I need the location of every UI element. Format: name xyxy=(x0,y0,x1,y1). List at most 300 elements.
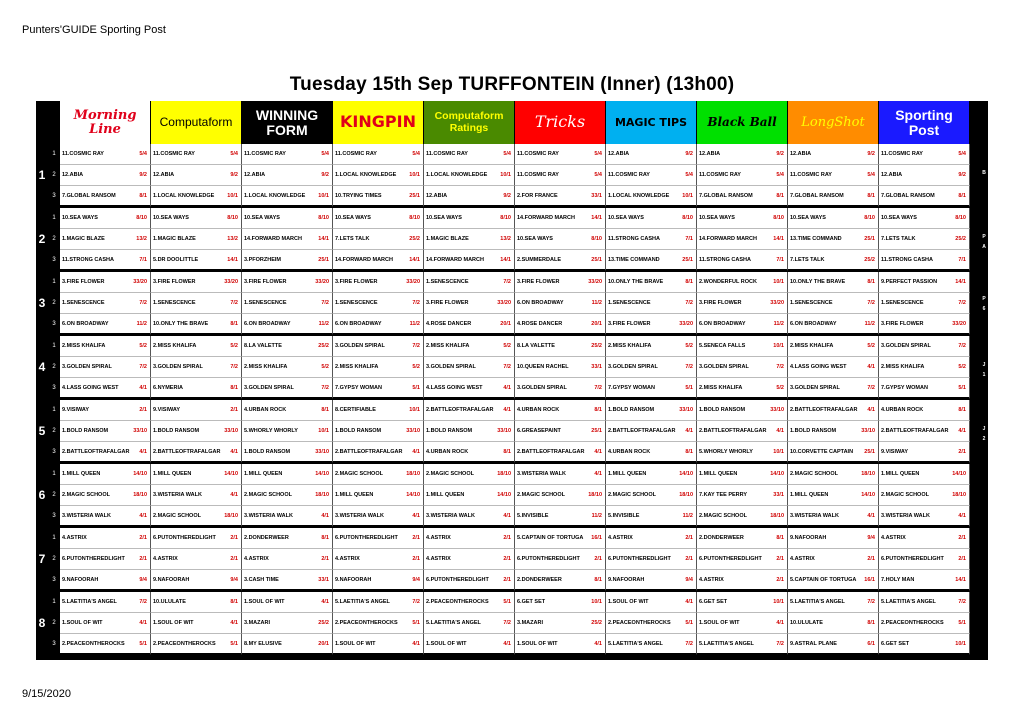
horse-name: 2.BATTLEOFTRAFALGAR xyxy=(335,449,403,455)
tip-cell xyxy=(333,378,424,399)
tip-cell xyxy=(60,421,151,442)
horse-name: 11.COSMIC RAY xyxy=(699,172,741,178)
odds: 11/2 xyxy=(591,513,602,519)
odds: 33/10 xyxy=(315,449,329,455)
odds: 33/10 xyxy=(224,428,238,434)
horse-name: 14.FORWARD MARCH xyxy=(426,257,484,263)
odds: 4/1 xyxy=(685,428,693,434)
tip-cell xyxy=(606,165,697,186)
horse-name: 6.NYMERIA xyxy=(153,385,183,391)
odds: 4/1 xyxy=(230,620,238,626)
horse-name: 11.COSMIC RAY xyxy=(608,172,650,178)
tip-cell xyxy=(333,144,424,165)
tip-cell xyxy=(697,442,788,463)
tip-cell xyxy=(151,357,242,378)
odds: 20/1 xyxy=(318,641,329,647)
odds: 14/10 xyxy=(315,471,329,477)
tip-cell xyxy=(879,208,970,229)
odds: 2/1 xyxy=(958,449,966,455)
odds: 25/1 xyxy=(591,428,602,434)
odds: 10/1 xyxy=(773,449,784,455)
tip-cell xyxy=(606,570,697,591)
tip-cell xyxy=(424,186,515,207)
horse-name: 12.ABIA xyxy=(699,151,721,157)
side-label: 6 xyxy=(982,306,986,312)
tip-cell xyxy=(60,208,151,229)
horse-name: 4.ASTRIX xyxy=(426,556,451,562)
horse-name: 2.PEACEONTHEROCKS xyxy=(153,641,216,647)
tipster-column-winning-form xyxy=(242,101,333,660)
tip-cell xyxy=(60,336,151,357)
tip-cell xyxy=(788,592,879,613)
horse-name: 1.LOCAL KNOWLEDGE xyxy=(608,193,670,199)
tip-cell xyxy=(697,485,788,506)
tip-cell xyxy=(879,357,970,378)
tip-cell xyxy=(697,400,788,421)
odds: 8/10 xyxy=(318,215,329,221)
odds: 5/2 xyxy=(321,364,329,370)
odds: 9/4 xyxy=(412,577,420,583)
odds: 4/1 xyxy=(503,385,511,391)
column-header-label: WINNING xyxy=(255,106,319,123)
tip-cell xyxy=(788,357,879,378)
odds: 9/4 xyxy=(867,535,875,541)
column-header-morning-line xyxy=(60,101,151,144)
horse-name: 5.LAETITIA'S ANGEL xyxy=(62,599,117,605)
horse-name: 2.MAGIC SCHOOL xyxy=(244,492,292,498)
odds: 5/1 xyxy=(412,385,420,391)
horse-name: 2.BATTLEOFTRAFALGAR xyxy=(608,428,676,434)
tip-cell xyxy=(788,165,879,186)
horse-name: 5.CAPTAIN OF TORTUGA xyxy=(517,535,584,541)
odds: 7/2 xyxy=(139,364,147,370)
horse-name: 3.WISTERIA WALK xyxy=(426,513,475,519)
odds: 4/1 xyxy=(139,385,147,391)
tip-cell xyxy=(60,549,151,570)
horse-name: 7.GLOBAL RANSOM xyxy=(699,193,753,199)
horse-name: 5.LAETITIA'S ANGEL xyxy=(699,641,754,647)
horse-name: 5.WHORLY WHORLY xyxy=(699,449,753,455)
odds: 5/2 xyxy=(685,343,693,349)
odds: 4/1 xyxy=(139,449,147,455)
column-header-label: Ratings xyxy=(449,121,489,134)
horse-name: 10.SEA WAYS xyxy=(426,215,462,221)
horse-name: 6.PUTONTHEREDLIGHT xyxy=(608,556,671,562)
odds: 2/1 xyxy=(139,556,147,562)
odds: 25/1 xyxy=(864,449,875,455)
tip-cell xyxy=(424,400,515,421)
tip-cell xyxy=(606,421,697,442)
tip-cell xyxy=(879,506,970,527)
horse-name: 2.FOR FRANCE xyxy=(517,193,558,199)
horse-name: 6.ON BROADWAY xyxy=(517,300,564,306)
odds: 5/2 xyxy=(139,343,147,349)
horse-name: 11.COSMIC RAY xyxy=(244,151,286,157)
tip-cell xyxy=(151,272,242,293)
odds: 10/1 xyxy=(591,599,602,605)
horse-name: 2.MISS KHALIFA xyxy=(335,364,379,370)
tip-cell xyxy=(606,336,697,357)
odds: 9/4 xyxy=(139,577,147,583)
finish-position: 1 xyxy=(52,407,56,413)
horse-name: 1.BOLD RANSOM xyxy=(608,407,655,413)
odds: 5/1 xyxy=(685,385,693,391)
odds: 2/1 xyxy=(685,556,693,562)
tip-cell xyxy=(333,549,424,570)
tip-cell xyxy=(424,592,515,613)
odds: 14/1 xyxy=(591,215,602,221)
odds: 2/1 xyxy=(503,577,511,583)
odds: 8/1 xyxy=(776,535,784,541)
odds: 5/1 xyxy=(139,641,147,647)
tip-cell xyxy=(151,528,242,549)
odds: 4/1 xyxy=(685,599,693,605)
horse-name: 3.FIRE FLOWER xyxy=(244,279,287,285)
horse-name: 2.MAGIC SCHOOL xyxy=(790,471,838,477)
tip-cell xyxy=(333,272,424,293)
finish-position: 2 xyxy=(52,556,56,562)
horse-name: 1.MILL QUEEN xyxy=(699,471,738,477)
tip-cell xyxy=(424,229,515,250)
tip-cell xyxy=(424,208,515,229)
odds: 7/2 xyxy=(412,599,420,605)
horse-name: 1.MAGIC BLAZE xyxy=(153,236,196,242)
tip-cell xyxy=(333,464,424,485)
odds: 14/1 xyxy=(955,577,966,583)
tip-cell xyxy=(60,400,151,421)
odds: 7/2 xyxy=(867,385,875,391)
odds: 9/2 xyxy=(139,172,147,178)
tip-cell xyxy=(606,549,697,570)
horse-name: 5.LAETITIA'S ANGEL xyxy=(608,641,663,647)
tip-cell xyxy=(788,293,879,314)
horse-name: 3.WISTERIA WALK xyxy=(335,513,384,519)
horse-name: 2.MAGIC SCHOOL xyxy=(426,471,474,477)
horse-name: 10.QUEEN RACHEL xyxy=(517,364,569,370)
finish-position: 2 xyxy=(52,300,56,306)
horse-name: 10.SEA WAYS xyxy=(244,215,280,221)
odds: 7/2 xyxy=(412,300,420,306)
horse-name: 2.BATTLEOFTRAFALGAR xyxy=(153,449,221,455)
odds: 7/2 xyxy=(230,300,238,306)
tip-cell xyxy=(606,613,697,634)
horse-name: 8.LA VALETTE xyxy=(517,343,555,349)
tip-cell xyxy=(515,229,606,250)
tip-cell xyxy=(242,592,333,613)
tip-cell xyxy=(242,229,333,250)
horse-name: 11.COSMIC RAY xyxy=(153,151,195,157)
odds: 10/1 xyxy=(318,428,329,434)
odds: 4/1 xyxy=(139,620,147,626)
odds: 33/1 xyxy=(318,577,329,583)
horse-name: 7.HOLY MAN xyxy=(881,577,915,583)
odds: 5/4 xyxy=(685,172,693,178)
tip-cell xyxy=(242,570,333,591)
odds: 10/1 xyxy=(955,641,966,647)
horse-name: 5.LAETITIA'S ANGEL xyxy=(881,599,936,605)
odds: 8/10 xyxy=(773,215,784,221)
tip-cell xyxy=(60,442,151,463)
tip-cell xyxy=(515,293,606,314)
odds: 18/10 xyxy=(770,513,784,519)
tip-cell xyxy=(60,165,151,186)
horse-name: 11.STRONG CASHA xyxy=(62,257,114,263)
tip-cell xyxy=(879,144,970,165)
tip-cell xyxy=(515,336,606,357)
horse-name: 1.LOCAL KNOWLEDGE xyxy=(335,172,397,178)
tip-cell xyxy=(60,250,151,271)
tip-cell xyxy=(60,464,151,485)
odds: 11/2 xyxy=(773,321,784,327)
column-header-tricks xyxy=(515,101,606,144)
tip-cell xyxy=(879,400,970,421)
tip-cell xyxy=(424,464,515,485)
tip-cell xyxy=(151,421,242,442)
horse-name: 12.ABIA xyxy=(608,151,630,157)
tip-cell xyxy=(697,592,788,613)
odds: 8/1 xyxy=(776,193,784,199)
tip-cell xyxy=(60,613,151,634)
odds: 33/10 xyxy=(497,428,511,434)
odds: 18/10 xyxy=(679,492,693,498)
tip-cell xyxy=(879,293,970,314)
tip-cell xyxy=(879,229,970,250)
tip-cell xyxy=(424,442,515,463)
horse-name: 2.SUMMERDALE xyxy=(517,257,562,263)
odds: 2/1 xyxy=(412,535,420,541)
tipster-column-longshot xyxy=(788,101,879,660)
tip-cell xyxy=(151,549,242,570)
horse-name: 12.ABIA xyxy=(244,172,266,178)
tip-cell xyxy=(606,528,697,549)
tip-cell xyxy=(788,186,879,207)
odds: 14/10 xyxy=(497,492,511,498)
odds: 8/10 xyxy=(136,215,147,221)
odds: 8/10 xyxy=(409,215,420,221)
horse-name: 3.WISTERIA WALK xyxy=(153,492,202,498)
horse-name: 5.LAETITIA'S ANGEL xyxy=(335,599,390,605)
horse-name: 10.ULULATE xyxy=(790,620,823,626)
horse-name: 3.WISTERIA WALK xyxy=(517,471,566,477)
tip-cell xyxy=(697,570,788,591)
side-label: 2 xyxy=(982,436,986,442)
column-header-label: MAGIC TIPS xyxy=(614,115,688,129)
tip-cell xyxy=(788,250,879,271)
odds: 8/1 xyxy=(594,407,602,413)
tip-cell xyxy=(242,442,333,463)
horse-name: 2.MISS KHALIFA xyxy=(699,385,743,391)
horse-name: 2.BATTLEOFTRAFALGAR xyxy=(790,407,858,413)
horse-name: 7.GYPSY WOMAN xyxy=(335,385,382,391)
horse-name: 10.SEA WAYS xyxy=(62,215,98,221)
tip-cell xyxy=(606,464,697,485)
odds: 8/1 xyxy=(321,535,329,541)
horse-name: 1.SOUL OF WIT xyxy=(517,641,558,647)
side-label: 1 xyxy=(982,372,986,378)
odds: 5/4 xyxy=(412,151,420,157)
horse-name: 7.LETS TALK xyxy=(881,236,916,242)
column-header-sporting-post xyxy=(879,101,970,144)
finish-position: 3 xyxy=(52,641,56,647)
horse-name: 6.GREASEPAINT xyxy=(517,428,561,434)
tip-cell xyxy=(151,613,242,634)
odds: 7/2 xyxy=(139,599,147,605)
odds: 13/2 xyxy=(136,236,147,242)
horse-name: 4.URBAN ROCK xyxy=(244,407,287,413)
odds: 2/1 xyxy=(594,556,602,562)
tip-cell xyxy=(515,250,606,271)
tip-cell xyxy=(879,186,970,207)
horse-name: 7.GYPSY WOMAN xyxy=(608,385,655,391)
tip-cell xyxy=(697,144,788,165)
horse-name: 6.PUTONTHEREDLIGHT xyxy=(426,577,489,583)
tip-cell xyxy=(788,464,879,485)
horse-name: 4.ASTRIX xyxy=(244,556,269,562)
tip-cell xyxy=(151,165,242,186)
column-header-winning-form xyxy=(242,101,333,144)
odds: 25/2 xyxy=(318,343,329,349)
tip-cell xyxy=(515,144,606,165)
horse-name: 11.STRONG CASHA xyxy=(881,257,933,263)
horse-name: 10.ULULATE xyxy=(153,599,186,605)
tip-cell xyxy=(606,506,697,527)
odds: 8/1 xyxy=(867,193,875,199)
tip-cell xyxy=(333,250,424,271)
horse-name: 9.NAFOORAH xyxy=(62,577,99,583)
tip-cell xyxy=(424,165,515,186)
odds: 5/2 xyxy=(503,343,511,349)
horse-name: 6.ON BROADWAY xyxy=(62,321,109,327)
finish-position: 3 xyxy=(52,385,56,391)
column-header-label: LongShot xyxy=(801,114,865,130)
horse-name: 9.VISIWAY xyxy=(62,407,90,413)
horse-name: 4.LASS GOING WEST xyxy=(790,364,847,370)
side-label: B xyxy=(982,170,986,176)
tip-cell xyxy=(242,293,333,314)
odds: 33/20 xyxy=(679,321,693,327)
horse-name: 6.PUTONTHEREDLIGHT xyxy=(699,556,762,562)
odds: 5/4 xyxy=(594,172,602,178)
column-header-label: Sporting xyxy=(895,106,953,123)
horse-name: 1.BOLD RANSOM xyxy=(153,428,200,434)
race-number: 3 xyxy=(38,296,46,310)
tipster-column-computaform xyxy=(151,101,242,660)
horse-name: 1.SENESCENCE xyxy=(608,300,651,306)
tip-cell xyxy=(788,634,879,655)
horse-name: 4.LASS GOING WEST xyxy=(62,385,119,391)
odds: 7/2 xyxy=(594,385,602,391)
odds: 2/1 xyxy=(412,556,420,562)
odds: 8/1 xyxy=(685,449,693,455)
tip-cell xyxy=(242,634,333,655)
tip-cell xyxy=(333,528,424,549)
tip-cell xyxy=(515,485,606,506)
tip-cell xyxy=(697,549,788,570)
horse-name: 4.URBAN ROCK xyxy=(608,449,651,455)
tip-cell xyxy=(151,186,242,207)
horse-name: 1.BOLD RANSOM xyxy=(62,428,109,434)
horse-name: 11.COSMIC RAY xyxy=(517,151,559,157)
tip-cell xyxy=(515,421,606,442)
horse-name: 12.ABIA xyxy=(62,172,84,178)
horse-name: 1.LOCAL KNOWLEDGE xyxy=(426,172,488,178)
odds: 4/1 xyxy=(412,449,420,455)
horse-name: 1.SOUL OF WIT xyxy=(244,599,285,605)
tip-cell xyxy=(151,144,242,165)
horse-name: 1.SENESCENCE xyxy=(62,300,105,306)
tip-cell xyxy=(333,442,424,463)
odds: 10/1 xyxy=(409,172,420,178)
finish-position: 2 xyxy=(52,428,56,434)
odds: 7/2 xyxy=(958,599,966,605)
tip-cell xyxy=(60,570,151,591)
tip-cell xyxy=(879,378,970,399)
odds: 6/1 xyxy=(867,641,875,647)
horse-name: 4.ASTRIX xyxy=(699,577,724,583)
odds: 9/4 xyxy=(685,577,693,583)
tip-cell xyxy=(60,592,151,613)
race-number: 5 xyxy=(38,424,46,438)
odds: 16/1 xyxy=(864,577,875,583)
horse-name: 3.GOLDEN SPIRAL xyxy=(62,364,112,370)
finish-position: 2 xyxy=(52,172,56,178)
tip-cell xyxy=(242,485,333,506)
column-header-computaform-ratings xyxy=(424,101,515,144)
odds: 33/20 xyxy=(497,300,511,306)
tip-cell xyxy=(515,208,606,229)
tip-cell xyxy=(333,336,424,357)
finish-position: 3 xyxy=(52,193,56,199)
odds: 5/4 xyxy=(867,172,875,178)
tip-cell xyxy=(788,336,879,357)
tip-cell xyxy=(333,186,424,207)
odds: 4/1 xyxy=(594,641,602,647)
tip-cell xyxy=(788,485,879,506)
tip-cell xyxy=(333,357,424,378)
tip-cell xyxy=(879,314,970,335)
horse-name: 3.GOLDEN SPIRAL xyxy=(881,343,931,349)
horse-name: 1.MILL QUEEN xyxy=(426,492,465,498)
side-label: P xyxy=(982,296,986,302)
horse-name: 4.LASS GOING WEST xyxy=(426,385,483,391)
tip-cell xyxy=(697,357,788,378)
horse-name: 9.NAFOORAH xyxy=(153,577,190,583)
horse-name: 12.ABIA xyxy=(153,172,175,178)
column-header-label: Line xyxy=(89,121,121,137)
tip-cell xyxy=(879,570,970,591)
tip-cell xyxy=(242,400,333,421)
tip-cell xyxy=(60,378,151,399)
horse-name: 1.SOUL OF WIT xyxy=(62,620,103,626)
horse-name: 11.STRONG CASHA xyxy=(608,236,660,242)
horse-name: 12.ABIA xyxy=(426,193,448,199)
horse-name: 9.NAFOORAH xyxy=(608,577,645,583)
tip-cell xyxy=(424,357,515,378)
horse-name: 5.CAPTAIN OF TORTUGA xyxy=(790,577,857,583)
horse-name: 7.GLOBAL RANSOM xyxy=(790,193,844,199)
odds: 14/1 xyxy=(955,279,966,285)
tip-cell xyxy=(151,400,242,421)
tip-cell xyxy=(424,421,515,442)
tip-cell xyxy=(333,570,424,591)
tip-cell xyxy=(515,613,606,634)
tip-cell xyxy=(788,314,879,335)
tip-cell xyxy=(424,570,515,591)
tip-cell xyxy=(333,208,424,229)
tip-cell xyxy=(60,272,151,293)
horse-name: 4.ROSE DANCER xyxy=(426,321,472,327)
tip-cell xyxy=(515,506,606,527)
